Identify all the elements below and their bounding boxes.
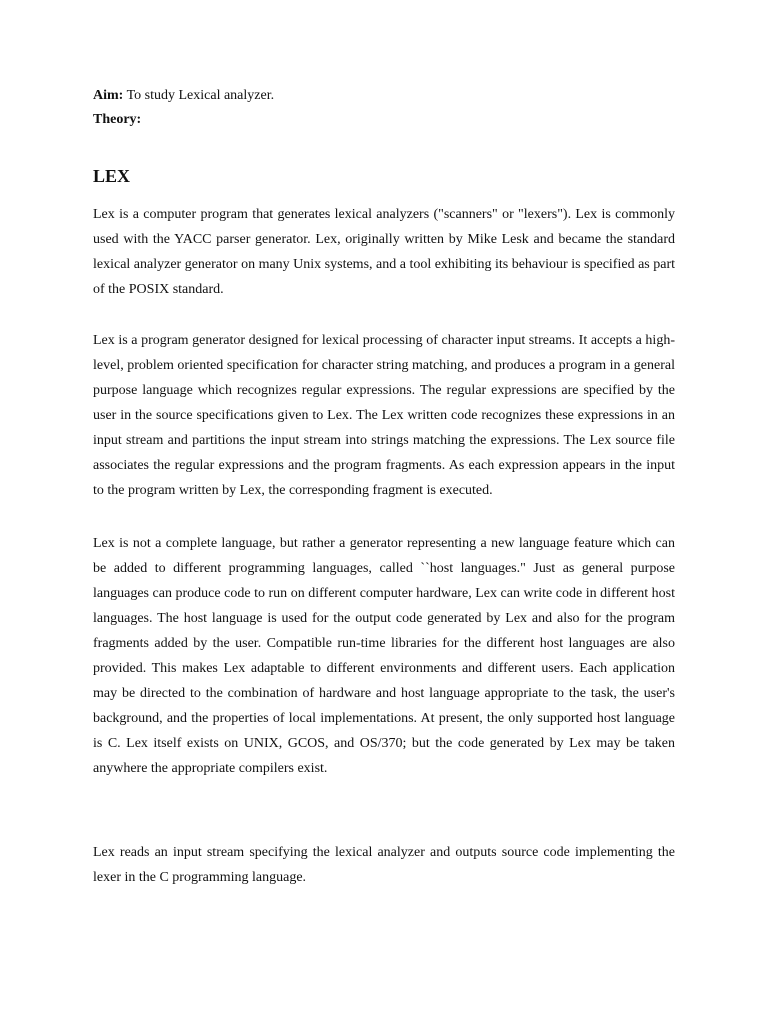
theory-label: Theory: [93,112,142,127]
paragraph-3: Lex is not a complete language, but rather a generator representing a new language feature which can be added to different programming languages, called ``host languages." Just as general purpose languages can produce code to run on different computer hardware, Lex can write code in different host languages. The host language is used for the output code generated by Lex and also for the program fragments added by the user. Compatible run-time libraries for the different host languages are also provided. This makes Lex adaptable to different environments and different users. Each application may be directed to the combination of hardware and host language appropriate to the task, the user's background, and the properties of local implementations. At present, the only supported host language is C. Lex itself exists on UNIX, GCOS, and OS/370; but the code generated by Lex may be taken anywhere the appropriate compilers exist. [93,536,675,776]
aim-line [93,84,675,108]
document-page [93,84,675,885]
paragraph-1: Lex is a computer program that generates lexical analyzers ("scanners" or "lexers"). Lex is commonly used with the YACC parser generator. Lex, originally written by Mike Lesk and became the standard lexical analyzer generator on many Unix systems, and a tool exhibiting its behaviour is specified as part of the POSIX standard. [93,207,675,297]
aim-label: Aim: [93,88,124,103]
aim-text: To study Lexical analyzer. [123,88,275,103]
paragraph-2: Lex is a program generator designed for lexical processing of character input streams. It accepts a high-level, problem oriented specification for character string matching, and produces a program in a general purpose language which recognizes regular expressions. The regular expressions are specified by the user in the source specifications given to Lex. The Lex written code recognizes these expressions in an input stream and partitions the input stream into strings matching the expressions. The Lex source file associates the regular expressions and the program fragments. As each expression appears in the input to the program written by Lex, the corresponding fragment is executed. [93,333,675,498]
section-heading: LEX [93,166,131,186]
theory-line [93,108,675,132]
paragraph-4: Lex reads an input stream specifying the lexical analyzer and outputs source code implementing the lexer in the C programming language. [93,845,675,885]
